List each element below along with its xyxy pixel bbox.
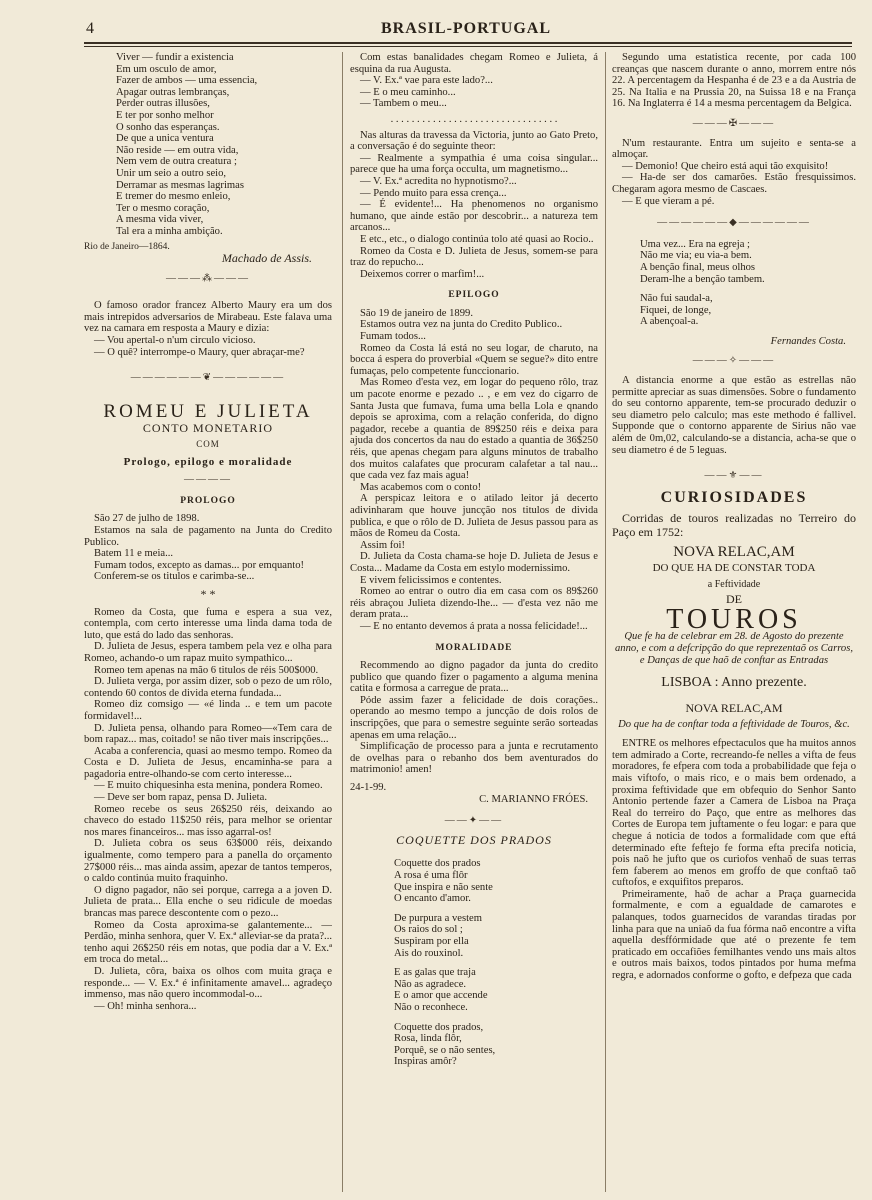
poem-line: E o amor que accende xyxy=(394,990,488,1002)
poem-line: Ter o mesmo coração, xyxy=(116,202,210,214)
ornament-divider: ——————◆—————— xyxy=(657,217,811,229)
paragraph: — Pendo muito para essa crença... xyxy=(360,187,507,199)
poem-line xyxy=(394,1014,598,1022)
poem-line: E ter por sonho melhor xyxy=(116,109,214,121)
paragraph: Romeo diz comsigo — «é linda .. e tem um pacote formidavel!... xyxy=(84,699,332,722)
lisboa-line: LISBOA : Anno prezente. xyxy=(661,675,807,691)
paragraph: Mas Romeo d'esta vez, em logar do pequeno rôlo, traz um pacote enorme e pezado .. , e em vez do cigarro de Santa Justa que fumava, fuma uma bella Lola e qnando depois se aproxima, com a relação conferida, do digno pagador, recebe a quantia de 89$250 réis e deixa para ajuda dos concertos da nau do estado a quantia de 36$250 réis, que apenas chegam para alguns minutos de trabalho dos muitos calafates que procuram calafetar a tal nau... que cada vez faz mais agua! xyxy=(350,377,598,482)
poem-line: A mesma vida viver, xyxy=(116,214,204,226)
poem-line: Deram-lhe a benção tambem. xyxy=(640,273,765,285)
poem-line: O sonho das esperanças. xyxy=(116,121,220,133)
poem-line: De purpura a vestem xyxy=(394,912,482,924)
prologo-heading: PROLOGO xyxy=(180,495,236,506)
moralidade-heading: MORALIDADE xyxy=(435,642,513,653)
story-date: 24-1-99. xyxy=(350,782,387,794)
poem-line: A abençoal-a. xyxy=(640,316,699,328)
nova-relacam: NOVA RELAC,AM xyxy=(673,544,795,561)
paragraph: E vivem felicissimos e contentes. xyxy=(360,574,502,586)
ornament-divider: ———⁂——— xyxy=(166,272,250,284)
poem-line: Unir um seio a outro seio, xyxy=(116,167,227,179)
paragraph: O famoso orador francez Alberto Maury era um dos mais intrepidos adversarios de Mirabeau. Este falava uma vez na camara em resposta a Maury e dizia: xyxy=(84,300,332,335)
paragraph: A perspicaz leitora e o atilado leitor já decerto adivinharam que houve juncção nos titulos de divida publica, e que o rôlo de D. Julieta de Jesus passou para as mãos de Romeu da Costa. xyxy=(350,493,598,540)
poem-line: Uma vez... Era na egreja ; xyxy=(640,238,750,250)
paragraph: D. Julieta da Costa chama-se hoje D. Julieta de Jesus e Costa... Madame da Costa em estylo modernissimo. xyxy=(350,551,598,574)
paragraph: — Oh! minha senhora... xyxy=(94,1000,197,1012)
story-continued-2 xyxy=(350,130,598,281)
prologo-text xyxy=(84,513,332,583)
paragraph: — Deve ser bom rapaz, pensa D. Julieta. xyxy=(94,792,267,804)
paragraph: São 27 de julho de 1898. xyxy=(94,513,200,525)
poem-line: Inspiras amôr? xyxy=(394,1056,457,1068)
paragraph: Fumam todos... xyxy=(360,331,426,343)
paragraph: — Realmente a sympathia é uma coisa singular... parece que ha uma força occulta, um magnetismo... xyxy=(350,152,598,176)
poem-title: COQUETTE DOS PRADOS xyxy=(396,832,552,847)
a-festividade: a Feftividade xyxy=(707,578,761,590)
paragraph: Assim foi! xyxy=(360,539,406,551)
paragraph: — É evidente!... Ha phenomenos no organismo humano, que ainde estão por descobrir... a natureza tem arcanos... xyxy=(350,199,598,234)
poem-line: Não me via; eu via-a bem. xyxy=(640,250,752,262)
header-rule xyxy=(84,42,852,44)
paragraph: Romeo ao entrar o outro dia em casa com os 89$260 réis abraçou Julieta dizendo-lhe... — d'esta vez não me deram prata... xyxy=(350,586,598,621)
paragraph: D. Julieta pensa, olhando para Romeo—«Tem cara de bom rapaz... mas, coitado! se não tiver mais inscripções... xyxy=(84,722,332,746)
paragraph: Recommendo ao digno pagador da junta do credito publico que quando fizer o pagamento a alguma menina catita e formosa a carregue de prata... xyxy=(350,660,598,695)
anecdote-maury xyxy=(84,300,332,358)
paragraph: Romeo tem apenas na mão 6 titulos de réis 500$000. xyxy=(94,664,319,676)
paragraph: Romeo da Costa aproxima-se galantemente... — Perdão, minha senhora, quer V. Ex.ª alleviar-se da prata?... tenho aqui 26$250 réis em notas, que podia dar a V. Ex.ª em troca do metal... xyxy=(84,919,332,966)
stars-text: A distancia enorme a que estão as estrellas não permitte apreciar as suas dimensões. Sobre o fundamento do seu contorno apparente, tem-se procurado deduzir o seu diametro pelo calculo; mas este methodo é fallivel. Supponde que o contorno apparente de Sirius não vae além de 0m,02, calculando-se a distancia, acha-se que o seu diametro é de 5 leguas. xyxy=(612,375,856,456)
poem-line: Viver — fundir a existencia xyxy=(116,52,234,63)
poem-place-date: Rio de Janeiro—1864. xyxy=(84,241,170,252)
poem-line: Não reside — em outra vida, xyxy=(116,144,239,156)
poem-line: Perder outras illusões, xyxy=(116,98,210,110)
story-subtitle: CONTO MONETARIO xyxy=(142,421,274,436)
poem-line xyxy=(640,285,856,293)
poem-line: A benção final, meus olhos xyxy=(640,261,756,273)
header-rule-thin xyxy=(84,46,852,47)
poem-line: Em um osculo de amor, xyxy=(116,63,217,75)
ornament-divider: ——✦—— xyxy=(444,815,504,827)
poem-line xyxy=(394,905,598,913)
paragraph: Fumam todos, excepto as damas... por emquanto! xyxy=(94,559,305,571)
curiosidades-heading: CURIOSIDADES xyxy=(660,488,808,506)
poem-line: Porquê, se o não sentes, xyxy=(394,1044,496,1056)
poem-line xyxy=(394,959,598,967)
paragraph: Estamos na sala de pagamento na Junta do Credito Publico. xyxy=(84,525,332,548)
poem-machado xyxy=(84,52,332,238)
paragraph: O digno pagador, não sei porque, carrega a a joven D. Julieta de prata... Ella enche o seu ridicule de moedas brancas mas parece descontente com o pezo... xyxy=(84,884,332,919)
touros-title: TOUROS xyxy=(666,603,802,635)
story-title: ROMEU E JULIETA xyxy=(103,400,313,422)
poem-signature: Machado de Assis. xyxy=(221,251,312,266)
de-label: DE xyxy=(726,592,742,607)
paragraph: Mas acabemos com o conto! xyxy=(360,481,482,493)
column-1 xyxy=(84,52,332,1192)
paragraph: D. Julieta, côra, baixa os olhos com muita graça e responde... — V. Ex.ª é infinitamente amavel... agradeço immenso, mas não quero incommodal-o... xyxy=(84,965,332,1001)
paragraph: D. Julieta de Jesus, espera tambem pela vez e olha para Romeo, achando-o um rapaz muito sympathico... xyxy=(84,641,332,664)
ornament-divider: ——⚜—— xyxy=(704,470,764,482)
page-header xyxy=(80,14,852,44)
do-que-ha: DO QUE HA DE CONSTAR TODA xyxy=(652,562,816,574)
paragraph: — Vou apertal-o n'um circulo vicioso. xyxy=(94,335,256,347)
page-title: BRASIL-PORTUGAL xyxy=(380,20,551,37)
page-number: 4 xyxy=(86,20,94,37)
poem-line: De que a unica ventura xyxy=(116,133,214,145)
paragraph: Com estas banalidades chegam Romeo e Julieta, á esquina da rua Augusta. xyxy=(350,52,598,75)
paragraph: Romeo da Costa, que fuma e espera a sua vez, contempla, com certo interesse uma linda dama toda de luto, que está do lado das senhoras. xyxy=(84,606,332,641)
ornament-divider: ———✠——— xyxy=(692,117,776,129)
poem-line: A rosa é uma flôr xyxy=(394,870,468,881)
paragraph: — E no entanto devemos á prata a nossa felicidade!... xyxy=(360,620,588,632)
poem-line: Suspiram por ella xyxy=(394,935,469,947)
story-com: COM xyxy=(196,439,220,450)
poem-line: E as galas que traja xyxy=(394,967,476,979)
poem-author: Fernandes Costa. xyxy=(770,335,846,347)
paragraph: Deixemos correr o marfim!... xyxy=(360,268,485,280)
paragraph: — E o meu caminho... xyxy=(360,86,456,98)
touros-subtitle: Que fe ha de celebrar em 28. de Agosto do prezente anno, e com a defcripção do que reprezentaõ os Carros, e Danças de que haõ de conftar as Entradas xyxy=(614,631,854,667)
paragraph: Romeo recebe os seus 26$250 réis, deixando ao chaveco do estado 11$250 réis, para melhor se orientar nos mares financeiros... mas isso agarral-os! xyxy=(84,803,332,838)
touros-subtitle-2: Do que ha de conftar toda a feftividade de Touros, &c. xyxy=(618,718,850,730)
rule-short: ———— xyxy=(184,474,232,486)
paragraph: Romeo da Costa lá está no seu logar, de charuto, na bocca á espera do proverbial «Quem se segue?» dito entre fumaças, pelo competente funccionario. xyxy=(350,342,598,377)
story-tagline: Prologo, epilogo e moralidade xyxy=(123,455,293,468)
story-author: C. MARIANNO FRÓES. xyxy=(479,793,588,805)
paragraph: Simplificação de processo para a junta e recrutamento de ovelhas para o rebanho dos bem aventurados do matrimonio! amen! xyxy=(350,741,598,776)
moralidade-text xyxy=(350,660,598,776)
ornament-divider: ———✧——— xyxy=(692,355,776,367)
paragraph: — Tambem o meu... xyxy=(360,98,447,110)
paragraph: D. Julieta verga, por assim dizer, sob o pezo de um rôlo, contendo 60 contos de divida eterna fundada... xyxy=(84,676,332,699)
poem-line: Não as agradece. xyxy=(394,978,467,990)
poem-line: Coquette dos prados xyxy=(394,858,481,870)
poem-line: Fiquei, de longe, xyxy=(640,304,712,316)
paragraph: D. Julieta cobra os seus 63$000 réis, deixando igualmente, como tempero para a panella do orçamento 27$000 réis... mas ainda assim, apezar de tantos temperos, o caldo continúa muito fraquinho. xyxy=(84,838,332,885)
paragraph: São 19 de janeiro de 1899. xyxy=(360,307,473,319)
poem-line: Não o reconhece. xyxy=(394,1001,468,1013)
poem-line: Rosa, linda flôr, xyxy=(394,1033,462,1045)
curio-intro: Corridas de touros realizadas no Terreiro do Paço em 1752: xyxy=(612,511,856,540)
paragraph: Póde assim fazer a felicidade de dois corações.. operando ao mesmo tempo a juncção de dois rolos de inscripções, que para o semestre seguinte serão sorteadas apenas em uma relação... xyxy=(350,694,598,741)
paragraph: — Demonio! Que cheiro está aqui tão exquisito! xyxy=(622,160,829,172)
poem-line: Fazer de ambos — uma essencia, xyxy=(116,75,258,87)
poem-costa xyxy=(612,239,856,328)
poem-line: Que inspira e não sente xyxy=(394,881,493,893)
paragraph: ENTRE os melhores efpectaculos que ha muitos annos tem admirado a Corte, recreando-fe nelles a vifta de feus moradores, fe efpera com toda a probabilidade que feja o mais viftofo, o mais rico, e o mais bem ordenado, a proxima feftividade que em obfequio do Senhor Santo Antonio pertende fazer a Camera de Lisboa na Praça Real do terreiro do Paço, que entre as melhores das Cortes de Europa tem juftamente o feu logar: e para que chegue á noticia de todos a formalidade com que eftá determinado efte feftejo fe forma efta precifa noticia, pois naõ he jufto que os curiofos venhaõ de suas terras fem faberem ao menos em groffo de que conftaõ taõ cuftofos, e exquifitos preparos. xyxy=(612,738,856,889)
poem-line: Coquette dos prados, xyxy=(394,1021,484,1033)
epilogo-heading: EPILOGO xyxy=(448,290,500,301)
epilogo-text xyxy=(350,308,598,633)
poem-line: Não fui saudal-a, xyxy=(640,293,713,305)
touros-body xyxy=(612,738,856,981)
poem-line: O encanto d'amor. xyxy=(394,893,471,905)
paragraph: N'um restaurante. Entra um sujeito e senta-se a almoçar. xyxy=(612,137,856,161)
paragraph: — V. Ex.ª acredita no hypnotismo?... xyxy=(360,175,517,187)
story-text xyxy=(84,607,332,1013)
poem-line: Nem vem de outra creatura ; xyxy=(116,156,237,168)
paragraph: Estamos outra vez na junta do Credito Publico.. xyxy=(360,319,563,331)
poem-line: Ais do rouxinol. xyxy=(394,947,464,959)
poem-coquette xyxy=(350,858,598,1068)
paragraph: Romeo da Costa e D. Julieta de Jesus, somem-se para traz do repucho... xyxy=(350,245,598,269)
anecdote-restaurant xyxy=(612,138,856,208)
paragraph: Acaba a conferencia, quasi ao mesmo tempo. Romeo da Costa e D. Julieta de Jesus, encaminha-se para a pagadoria entre-olhando-se com certo interesse... xyxy=(84,745,332,780)
statistic-text: Segundo uma estatistica recente, por cada 100 creanças que nascem durante o anno, morrem entre nós 22. A percentagem da Hespanha é de 23 e a da Austria de 25. Na Italia e na Prussia 20, na Suissa 18 e na França 16. Na Inglaterra é 14 a mesma percentagem da Belgica. xyxy=(612,52,856,110)
poem-line: E tremer do mesmo enleio, xyxy=(116,191,231,203)
paragraph: Nas alturas da travessa da Victoria, junto ao Gato Preto, a conversação é do seguinte theor: xyxy=(350,129,598,153)
paragraph: — V. Ex.ª vae para este lado?... xyxy=(360,75,493,87)
paragraph: Batem 11 e meia... xyxy=(94,548,174,560)
poem-line: Derramar as mesmas lagrimas xyxy=(116,179,244,191)
poem-line: Os raios do sol ; xyxy=(394,924,463,936)
paragraph: — E muito chiquesinha esta menina, pondera Romeo. xyxy=(94,780,323,792)
dots-divider: . . . . . . . . . . . . . . . . . . . . . . . . . . . . . . . . xyxy=(390,113,558,125)
column-2 xyxy=(350,52,598,1192)
paragraph: Conferem-se os titulos e carimba-se... xyxy=(94,571,255,583)
stars-divider: * * xyxy=(200,586,216,601)
paragraph: — O quê? interrompe-o Maury, quer abraçar-me? xyxy=(94,346,305,358)
ornament-divider: ——————❦—————— xyxy=(130,372,286,384)
column-separator xyxy=(605,52,606,1192)
column-3 xyxy=(612,52,856,1192)
poem-line: Apagar outras lembranças, xyxy=(116,86,230,98)
column-separator xyxy=(342,52,343,1192)
paragraph: — E que vieram a pé. xyxy=(622,195,715,207)
poem-line: Tal era a minha ambição. xyxy=(116,225,223,237)
story-continued xyxy=(350,52,598,110)
paragraph: E etc., etc., o dialogo continúa tolo até quasi ao Rocio.. xyxy=(360,233,594,245)
paragraph: Primeiramente, haõ de achar a Praça guarnecida formalmente, e com a egualdade de camarotes e palanques, todos guarnecidos de varandas tiradas por linha para que na uniaõ da fua fórma naõ encontre a vifta aquella desffórmidade que até o prezente fe tem praticado em occafiões femilhantes vendo uns mais altos e outros mais baixos, todos pintados por huma mefma regra, e adornados conforme o gofto, e defpeza que cada xyxy=(612,888,856,982)
nova-relacam-2: NOVA RELAC,AM xyxy=(685,700,783,715)
paragraph: — Ha-de ser dos camarões. Estão fresquissimos. Chegaram agora mesmo de Cascaes. xyxy=(612,172,856,195)
